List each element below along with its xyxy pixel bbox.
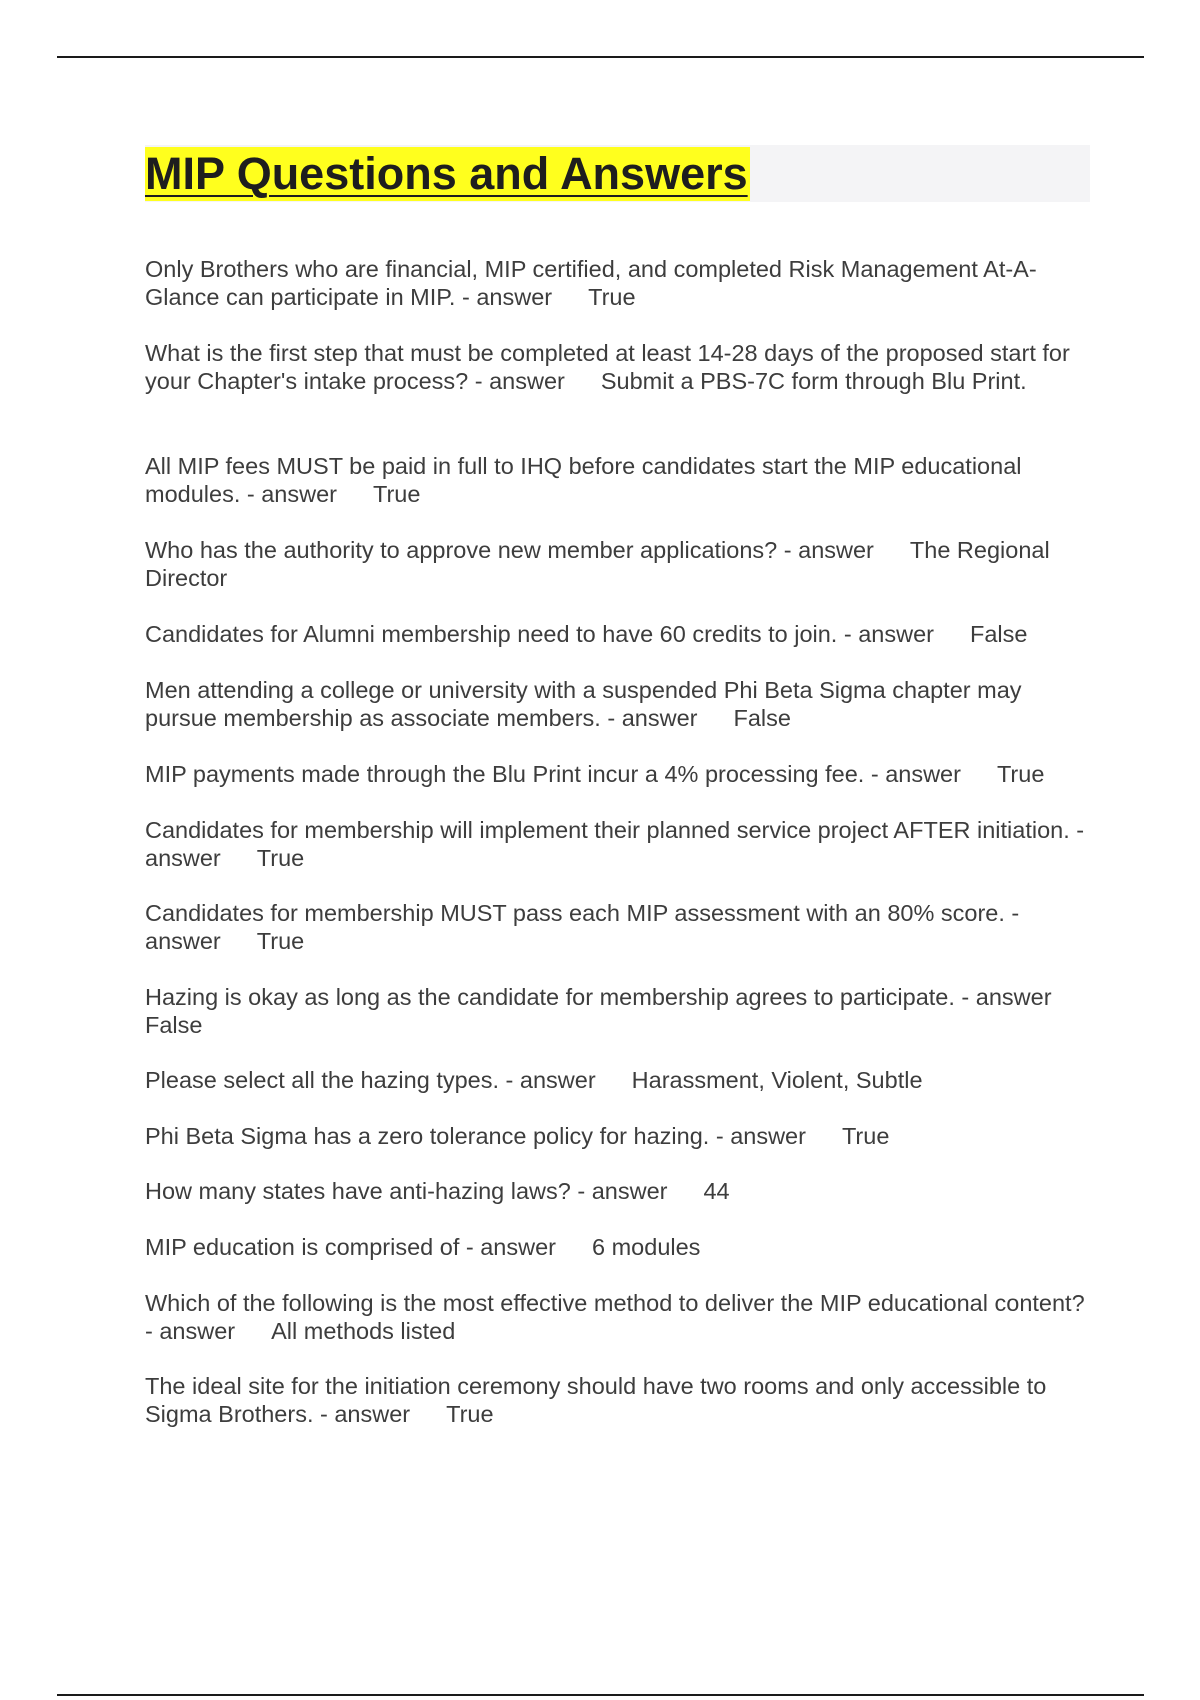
qa-item bbox=[145, 676, 1090, 732]
question-text: How many states have anti-hazing laws? - answer bbox=[145, 1178, 668, 1204]
qa-item bbox=[145, 1066, 1090, 1094]
question-text: MIP payments made through the Blu Print incur a 4% processing fee. - answer bbox=[145, 761, 961, 787]
page-title: MIP Questions and Answers bbox=[145, 148, 748, 199]
qa-item bbox=[145, 620, 1090, 648]
question-text: What is the first step that must be completed at least 14-28 days of the proposed start for your Chapter's intake process? - answer bbox=[145, 340, 1070, 394]
bottom-rule bbox=[57, 1694, 1144, 1696]
qa-item bbox=[145, 899, 1090, 955]
question-text: Candidates for membership MUST pass each MIP assessment with an 80% score. - answer bbox=[145, 900, 1020, 954]
qa-item bbox=[145, 1372, 1090, 1428]
qa-item bbox=[145, 536, 1090, 592]
qa-item bbox=[145, 1233, 1090, 1261]
answer-text: True bbox=[256, 845, 305, 871]
qa-item bbox=[145, 983, 1090, 1039]
question-text: Hazing is okay as long as the candidate for membership agrees to participate. - answer bbox=[145, 984, 1052, 1010]
qa-item bbox=[145, 816, 1090, 872]
question-text: Please select all the hazing types. - answer bbox=[145, 1067, 596, 1093]
answer-text: True bbox=[373, 481, 421, 507]
question-text: Which of the following is the most effective method to deliver the MIP educational content? - answer bbox=[145, 1290, 1085, 1344]
qa-item bbox=[145, 339, 1090, 395]
qa-item bbox=[145, 1122, 1090, 1150]
answer-text: All methods listed bbox=[271, 1318, 456, 1344]
qa-item bbox=[145, 452, 1090, 508]
question-text: Only Brothers who are financial, MIP certified, and completed Risk Management At-A-Glance can participate in MIP. - answer bbox=[145, 256, 1037, 310]
qa-item bbox=[145, 760, 1090, 788]
answer-text: True bbox=[588, 284, 636, 310]
answer-text: True bbox=[996, 761, 1045, 787]
answer-text: False bbox=[969, 621, 1028, 647]
question-text: The ideal site for the initiation ceremony should have two rooms and only accessible to Sigma Brothers. - answer bbox=[145, 1373, 1047, 1427]
answer-text: 44 bbox=[703, 1178, 730, 1204]
qa-item bbox=[145, 1177, 1090, 1205]
answer-text: Harassment, Violent, Subtle bbox=[631, 1067, 923, 1093]
question-text: Candidates for Alumni membership need to have 60 credits to join. - answer bbox=[145, 621, 934, 647]
answer-text: True bbox=[446, 1401, 494, 1427]
qa-item bbox=[145, 255, 1090, 311]
question-text: Candidates for membership will implement their planned service project AFTER initiation. - answer bbox=[145, 817, 1085, 871]
answer-text: Submit a PBS-7C form through Blu Print. bbox=[600, 368, 1027, 394]
answer-text: False bbox=[145, 1012, 203, 1038]
question-text: All MIP fees MUST be paid in full to IHQ before candidates start the MIP educational modules. - answer bbox=[145, 453, 1022, 507]
answer-text: The Regional Director bbox=[145, 537, 1050, 591]
question-text: MIP education is comprised of - answer bbox=[145, 1234, 556, 1260]
answer-text: 6 modules bbox=[592, 1234, 701, 1260]
answer-text: True bbox=[841, 1123, 890, 1149]
question-text: Phi Beta Sigma has a zero tolerance policy for hazing. - answer bbox=[145, 1123, 806, 1149]
top-rule bbox=[57, 56, 1144, 58]
question-text: Men attending a college or university with a suspended Phi Beta Sigma chapter may pursue membership as associate members. - answer bbox=[145, 677, 1022, 731]
answer-text: True bbox=[256, 928, 305, 954]
qa-item bbox=[145, 1289, 1090, 1345]
question-text: Who has the authority to approve new member applications? - answer bbox=[145, 537, 874, 563]
answer-text: False bbox=[733, 705, 791, 731]
